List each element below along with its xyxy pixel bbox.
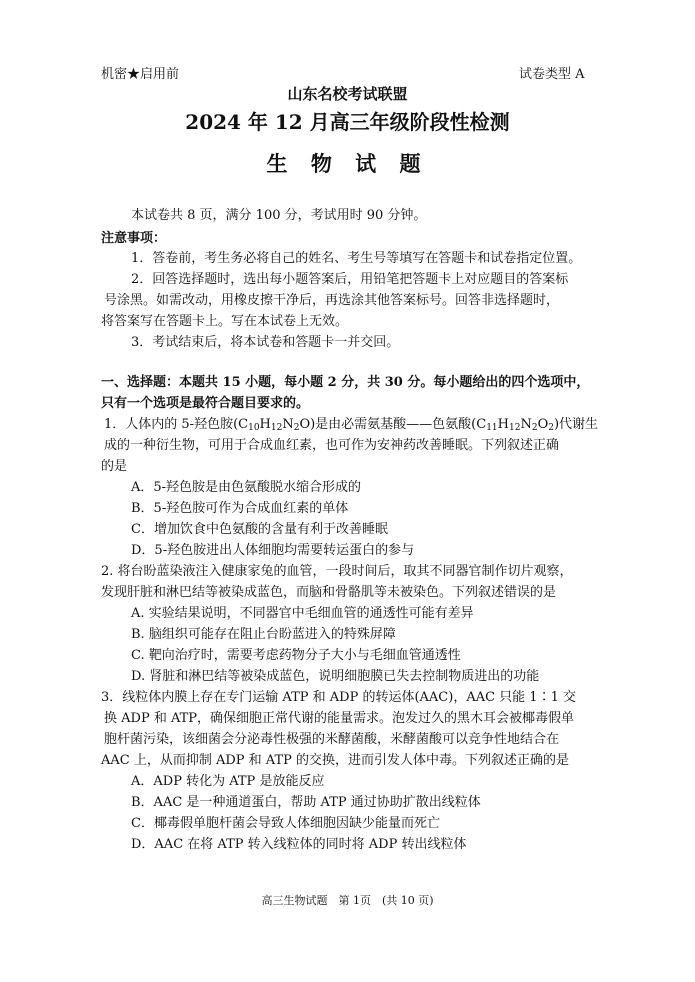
question-3-line-1: 3．线粒体内膜上存在专门运输 ATP 和 ADP 的转运体(AAC)，AAC 只能 1∶1 交 (101, 690, 576, 705)
question-3-option-c: C．椰毒假单胞杆菌会导致人体细胞因缺少能量而死亡 (131, 816, 440, 831)
question-3-option-b: B．AAC 是一种通道蛋白，帮助 ATP 通过协助扩散出线粒体 (131, 795, 481, 810)
alliance-title: 山东名校考试联盟 (287, 85, 408, 103)
subject-title: 生 物 试 题 (266, 151, 429, 176)
section-1-heading-line-1: 一、选择题：本题共 15 小题，每小题 2 分，共 30 分。每小题给出的四个选项中， (101, 375, 590, 390)
question-1-line-2: 成的一种衍生物，可用于合成血红素，也可作为安神药改善睡眠。下列叙述正确 (104, 438, 560, 453)
note-1: 1．答卷前，考生务必将自己的姓名、考生号等填写在答题卡和试卷指定位置。 (131, 251, 582, 266)
question-1-option-b: B．5-羟色胺可作为合成血红素的单体 (131, 501, 349, 516)
question-1-option-c: C．增加饮食中色氨酸的含量有利于改善睡眠 (131, 522, 388, 537)
notes-heading: 注意事项： (101, 231, 167, 246)
question-2-option-c: C. 靶向治疗时，需要考虑药物分子大小与毛细血管通透性 (131, 648, 461, 663)
question-1-line-1: 1．人体内的 5-羟色胺$(C_{10}H_{12}N_2O)$是由必需氨基酸——色氨酸$(C_{11}H_{12}N_2O_2)$代谢生 (104, 417, 599, 433)
question-3-line-2: 换 ADP 和 ATP，确保细胞正常代谢的能量需求。泡发过久的黑木耳会被椰毒假单 (104, 711, 575, 726)
note-2-line-1: 2．回答选择题时，选出每小题答案后，用铅笔把答题卡上对应题目的答案标 (131, 272, 569, 287)
question-1-option-a: A．5-羟色胺是由色氨酸脱水缩合形成的 (131, 480, 362, 495)
question-2-option-d: D. 肾脏和淋巴结等被染成蓝色，说明细胞膜已失去控制物质进出的功能 (131, 669, 540, 684)
question-2-line-1: 2. 将台盼蓝染液注入健康家兔的血管，一段时间后，取其不同器官制作切片观察， (101, 564, 573, 579)
paper-type-label: 试卷类型 A (519, 67, 585, 82)
question-3-option-d: D．AAC 在将 ATP 转入线粒体的同时将 ADP 转出线粒体 (131, 837, 467, 852)
question-1-line-3: 的是 (101, 459, 128, 474)
question-3-line-4: AAC 上，从而抑制 ADP 和 ATP 的交换，进而引发人体中毒。下列叙述正确的是 (101, 753, 570, 768)
note-2-line-2: 号涂黑。如需改动，用橡皮擦干净后，再选涂其他答案标号。回答非选择题时， (104, 293, 560, 308)
page-footer: 高三生物试题 第 1页 (共 10 页) (261, 894, 434, 907)
question-2-line-2: 发现肝脏和淋巴结等被染成蓝色，而脑和骨骼肌等未被染色。下列叙述错误的是 (101, 585, 557, 600)
confidential-label: 机密★启用前 (101, 67, 180, 82)
exam-title: 2024 年 12 月高三年级阶段性检测 (185, 110, 510, 134)
intro-text: 本试卷共 8 页，满分 100 分，考试用时 90 分钟。 (131, 208, 427, 223)
note-2-line-3: 将答案写在答题卡上。写在本试卷上无效。 (101, 314, 349, 329)
question-3-line-3: 胞杆菌污染，该细菌会分泌毒性极强的米酵菌酸，米酵菌酸可以竞争性地结合在 (104, 732, 560, 747)
question-3-option-a: A．ADP 转化为 ATP 是放能反应 (131, 774, 325, 789)
question-2-option-b: B. 脑组织可能存在阻止台盼蓝进入的特殊屏障 (131, 627, 396, 642)
question-1-option-d: D．5-羟色胺进出人体细胞均需要转运蛋白的参与 (131, 543, 415, 558)
section-1-heading-line-2: 只有一个选项是最符合题目要求的。 (101, 396, 310, 411)
note-3: 3．考试结束后，将本试卷和答题卡一并交回。 (131, 335, 400, 350)
question-2-option-a: A. 实验结果说明，不同器官中毛细血管的通透性可能有差异 (131, 606, 474, 621)
